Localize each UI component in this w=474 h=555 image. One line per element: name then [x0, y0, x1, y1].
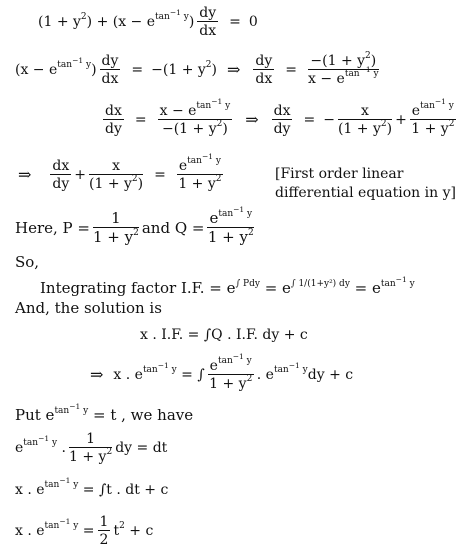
note-first-order-linear: [First order linear differential equation in y] [275, 166, 456, 201]
equation-line-8: x . I.F. = ∫Q . I.F. dy + c [140, 327, 308, 343]
equation-line-5: Here, P = $\frac{1}{1 + y^2}$ and Q = $\frac{e^{tan^{-1} y}}{1 + y^2}$ [15, 205, 254, 246]
equation-line-12: x . $e^{tan^{-1} y} = \int t$ . dt + c [15, 476, 169, 498]
equation-line-6: Integrating factor I.F. = $e^{\int Pdy} = e^{\int 1/(1+y^2) dy} = e^{tan^{-1} y}$ [40, 274, 415, 297]
equation-line-3: $\frac{dx}{dy}$ = $\frac{x - e^{tan^{-1} y}}{-(1 + y^2)}$ ⇒ $\frac{dx}{dy}$ = − $\frac{x}{(1 + y^2)}$ + $\frac{e^{tan^{-1} y}}{1 + y^2}$ [104, 97, 455, 137]
solution-intro: And, the solution is [15, 298, 162, 317]
equation-line-2: $(x - e^{tan^{-1} y})$ $\frac{dy}{dx}$ = $-(1 + y^2)$ ⇒ $\frac{dy}{dx}$ = $\frac{-(1 + y^2)}{x - e^{tan^{-1} y}}$ [15, 51, 379, 87]
equation-line-10: Put $e^{tan^{-1} y} = t$ , we have [15, 401, 194, 424]
equation-line-1: $(1 + y^2) + (x - e^{tan^{-1} y})$ $\frac{dy}{dx}$ = 0 [38, 5, 258, 39]
equation-line-9: ⇒ x . $e^{tan^{-1} y}$ = ∫ $\frac{e^{tan^{-1} y}}{1 + y^2}$ . $e^{tan^{-1} y}dy + c$ [90, 352, 354, 392]
so-label: So, [15, 252, 40, 271]
equation-line-4: ⇒ $\frac{dx}{dy}$ + $\frac{x}{(1 + y^2)}$ = $\frac{e^{tan^{-1} y}}{1 + y^2}$ [18, 152, 222, 192]
equation-line-13: x . $e^{tan^{-1} y}$ = $\frac{1}{2}$ $t^2 + c$ [15, 514, 154, 548]
equation-line-11: $e^{tan^{-1} y}$ . $\frac{1}{1 + y^2}$ dy = dt [15, 431, 168, 465]
